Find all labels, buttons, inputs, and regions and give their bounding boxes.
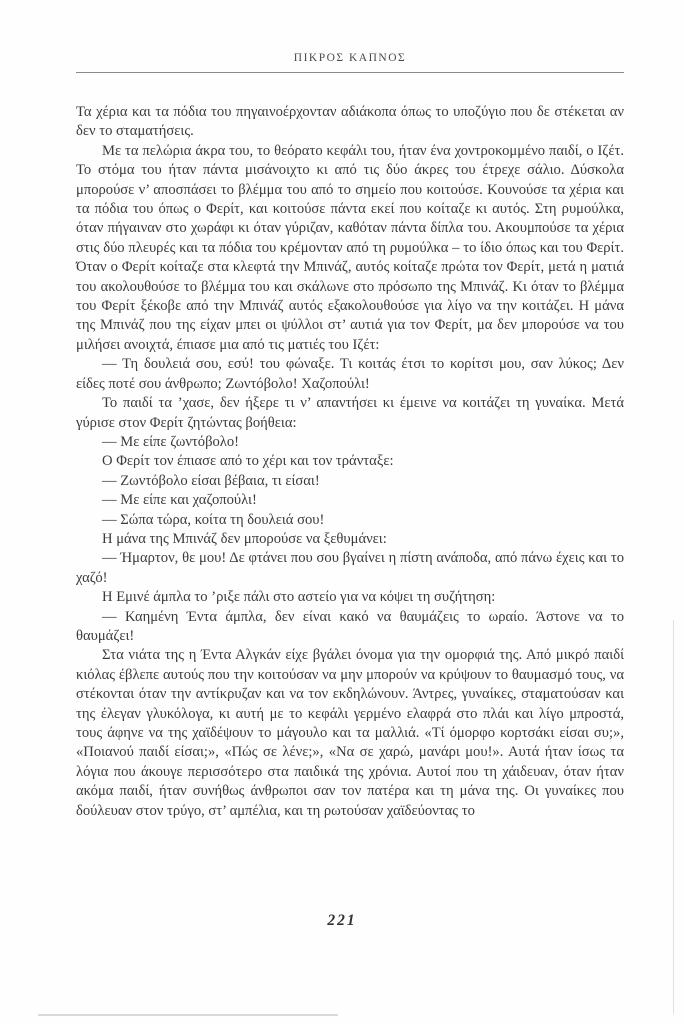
- paragraph: Στα νιάτα της η Έντα Αλγκάν είχε βγάλει όνομα για την ομορφιά της. Από μικρό παιδί κιόλας έβλεπε αυτούς που την κοιτούσαν να μην μπορούν να κρύψουν το θαυμασμό τους, να στέκονται όταν την αντίκρυζαν και να τον εκδηλώνουν. Άντρες, γυναίκες, σταματούσαν και της έλεγαν γλυκόλογα, κι αυτή με το κεφάλι γερμένο ελαφρά στο πλάι και λίγο μπροστά, τους άφηνε να της χαϊδέψουν το μάγουλο και τα μαλλιά. «Τί όμορφο κορτσάκι είσαι συ;», «Ποιανού παιδί είσαι;», «Πώς σε λένε;», «Να σε χαρώ, μανάρι μου!». Αυτά ήταν ίσως τα λόγια που άκουγε περισσότερο στα παιδικά της χρόνια. Αυτοί που τη χάιδευαν, όταν ήταν ακόμα παιδί, ήταν συνήθως άνθρωποι σαν τον πατέρα και τη μάνα της. Οι γυναίκες που δούλευαν στον τρύγο, στ’ αμπέλια, και τη ρωτούσαν χαϊδεύοντας το: [76, 647, 624, 819]
- paragraph: — Τη δουλειά σου, εσύ! του φώναξε. Τι κοιτάς έτσι το κορίτσι μου, σαν λύκος; Δεν είδες ποτέ σου άνθρωπο; Ζωντόβολο! Χαζοπούλι!: [76, 356, 624, 392]
- paragraph: Η Εμινέ άμπλα το ’ριξε πάλι στο αστείο για να κόψει τη συζήτηση:: [102, 589, 496, 606]
- text-column: [76, 0, 624, 821]
- paragraph: — Με είπε ζωντόβολο!: [102, 433, 240, 450]
- running-header: [76, 0, 624, 73]
- paragraph: Το παιδί τα ’χασε, δεν ήξερε τι ν’ απαντήσει κι έμεινε να κοιτάζει τη γυναίκα. Μετά γύρισε στον Φερίτ ζητώντας βοήθεια:: [76, 395, 624, 431]
- paragraph: — Ζωντόβολο είσαι βέβαια, τι είσαι!: [102, 472, 320, 489]
- paragraph: — Ήμαρτον, θε μου! Δε φτάνει που σου βγαίνει η πίστη ανάποδα, από πάνω έχεις και το χαζό!: [76, 550, 624, 586]
- paragraph: — Καημένη Έντα άμπλα, δεν είναι κακό να θαυμάζεις το ωραίο. Άστονε να το θαυμάζει!: [76, 608, 624, 644]
- scan-edge-right: [673, 620, 674, 1014]
- page-body: [76, 103, 624, 821]
- paragraph: Με τα πελώρια άκρα του, το θεόρατο κεφάλι του, ήταν ένα χοντροκομμένο παιδί, ο Ιζέτ. Το στόμα του ήταν πάντα μισάνοιχτο κι από τις δύο άκρες του έτρεχε σάλιο. Δύσκολα μπορούσε ν’ αποσπάσει το βλέμμα του από το σημείο που κοιτούσε. Κουνούσε τα χέρια και τα πόδια του όπως ο Φερίτ, και κοιτούσε πάντα εκεί που κοίταζε κι αυτός. Στη ρυμούλκα, όταν πήγαιναν στο χωράφι κι όταν γύριζαν, καθόταν πάντα δίπλα του. Ακουμπούσε τα χέρια στις δύο πλευρές και τα πόδια του κρέμονταν από τη ρυμούλκα – το ίδιο όπως και του Φερίτ. Όταν ο Φερίτ κοίταζε στα κλεφτά την Μπινάζ, αυτός κοίταζε πρώτα τον Φερίτ, μετά η ματιά του ακολουθούσε το βλέμμα του και σκάλωνε στο πρόσωπο της Μπινάζ. Κι όταν το βλέμμα του Φερίτ ξέκοβε από την Μπινάζ αυτός εξακολουθούσε για λίγο να την κοιτάζει. Η μάνα της Μπινάζ που της είχαν μπει οι ψύλλοι στ’ αυτιά για τον Φερίτ, μα δεν μπορούσε να του μιλήσει ανοιχτά, έπιασε μια από τις ματιές του Ιζέτ:: [76, 142, 624, 353]
- paragraph: — Με είπε και χαζοπούλι!: [102, 492, 257, 509]
- paragraph: Τα χέρια και τα πόδια του πηγαινοέρχονταν αδιάκοπα όπως το υποζύγιο που δε στέκεται αν δεν το σταματήσεις.: [76, 104, 624, 140]
- paragraph: — Σώπα τώρα, κοίτα τη δουλειά σου!: [102, 511, 325, 528]
- paragraph: Η μάνα της Μπινάζ δεν μπορούσε να ξεθυμάνει:: [102, 530, 387, 547]
- header-rule: [76, 72, 624, 73]
- chapter-title: ΠΙΚΡΟΣ ΚΑΠΝΟΣ: [293, 52, 407, 64]
- paragraph: Ο Φερίτ τον έπιασε από το χέρι και τον τράνταξε:: [102, 453, 394, 470]
- scan-edge-bottom: [38, 1014, 338, 1016]
- page-number: 221: [327, 912, 357, 929]
